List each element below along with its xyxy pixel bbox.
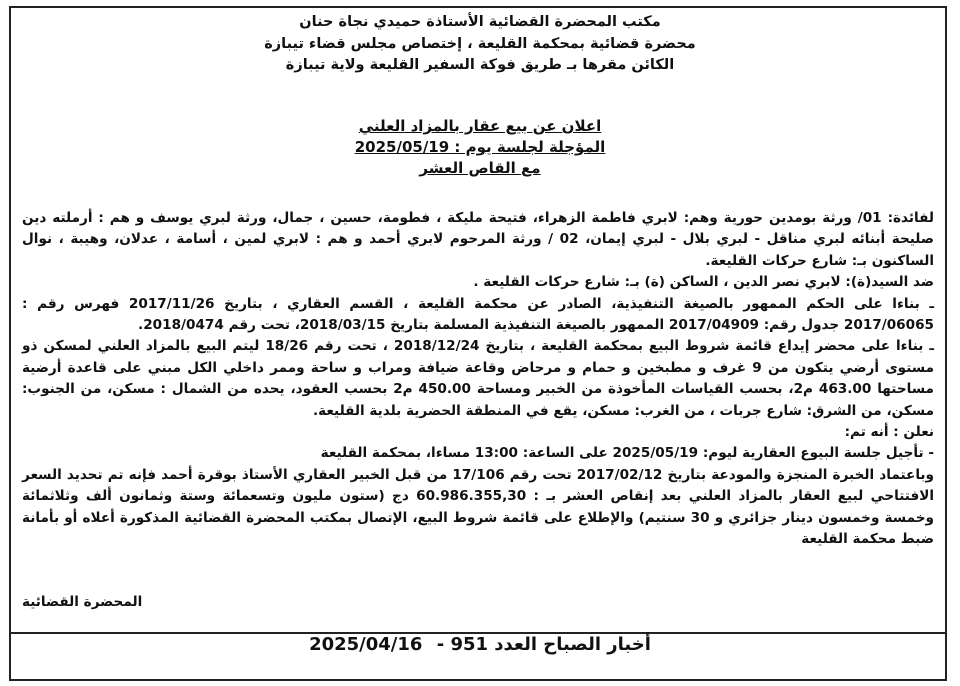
- session-date: المؤجلة لجلسة يوم : 2025/05/19: [354, 138, 606, 156]
- newspaper-date: 2025/04/16: [309, 634, 423, 655]
- beneficiaries-paragraph: لفائدة: 01/ ورثة بومدين حورية وهم: لابري فاطمة الزهراء، فتيحة مليكة ، فطومة، حسين ، جمال، ورثة لبري يوسف و هم : أرملته دين صليحة أبنائه لبري مناقل - لبري بلال - لبري إيمان، 02 / ورثة المرحوم لابري أحمد و هم : لابري لمين ، أسامة ، عدلان، وهيبة ، نوال الساكنون بـ: شارع حركات القليعة.: [22, 210, 934, 269]
- defendant-paragraph: ضد السيد(ة): لابري نصر الدين ، الساكن (ة) بـ: شارع حركات القليعة .: [473, 274, 934, 291]
- office-jurisdiction: محضرة قضائية بمحكمة القليعة ، إختصاص مجلس قضاء تيبازة: [264, 35, 696, 52]
- office-name: مكتب المحضرة القضائية الأستاذة حميدي نجاة حنان: [299, 14, 661, 30]
- postponement-paragraph: - تأجيل جلسة البيوع العقارية ليوم: 2025/05/19 على الساعة: 13:00 مساءا، بمحكمة القليعة: [320, 445, 934, 462]
- office-address: الكائن مقرها بـ طريق فوكة السفير القليعة ولاية تيبازة: [285, 57, 675, 73]
- announcement-titles: [200, 116, 760, 179]
- office-header: [140, 12, 820, 77]
- price-paragraph: وباعتماد الخبرة المنجزة والمودعة بتاريخ 2017/02/12 تحت رقم 17/106 من قبل الخبير العقاري الأستاذ بوقرة أحمد فإنه تم تحديد السعر الافتتاحي لبيع العقار بالمزاد العلني بعد إنقاص العشر بـ : 60.986.355,30 دج (ستون مليون وتسعمائة وستة وثمانون ألف وثلاثمائة وخمسة وخمسون دينار جزائري و 30 سنتيم) والإطلاع على قائمة شروط البيع، الإتصال بمكتب المحضرة القضائية المذكورة أعلاه أو بأمانة ضبط محكمة القليعة: [22, 466, 934, 548]
- announcement-body: [22, 208, 934, 551]
- announcement-title: اعلان عن بيع عقار بالمزاد العلني: [358, 117, 602, 135]
- notice-paragraph: نعلن : أنه تم:: [844, 424, 934, 441]
- newspaper-issue: أخبار الصباح العدد 951 -: [436, 634, 651, 655]
- newspaper-footer: [0, 634, 960, 655]
- judgment-paragraph: ـ بناءا على الحكم الممهور بالصيغة التنفيذية، الصادر عن محكمة القليعة ، القسم العقاري ، بتاريخ 2017/11/26 فهرس رقم : 2017/06065 جدول رقم: 2017/04909 الممهور بالصيغة التنفيذية المسلمة بتاريخ 2018/03/15، تحت رقم 2018/0474.: [22, 295, 934, 334]
- property-paragraph: ـ بناءا على محضر إيداع قائمة شروط البيع بمحكمة القليعة ، بتاريخ 2018/12/24 ، تحت رقم 18/26 ليتم البيع بالمزاد العلني لمسكن ذو مستوى أرضي يتكون من 9 غرف و مطبخين و حمام و مرحاض وقاعة ضيافة ومراب و ساحة وممر داخلي الكل مبني على قاعدة أرضية مساحتها 463.00 م2، بحسب القياسات المأخوذة من الخبير ومساحة 450.00 م2 بحسب العقود، يحده من الشمال : مسكن، من الجنوب: مسكن، من الشرق: شارع جربات ، من الغرب: مسكن، يقع في المنطقة الحضرية بلدية القليعة.: [22, 338, 935, 419]
- signature: المحضرة القضائية: [22, 594, 143, 610]
- announcement-subtitle: مع القاص العشر: [419, 159, 541, 177]
